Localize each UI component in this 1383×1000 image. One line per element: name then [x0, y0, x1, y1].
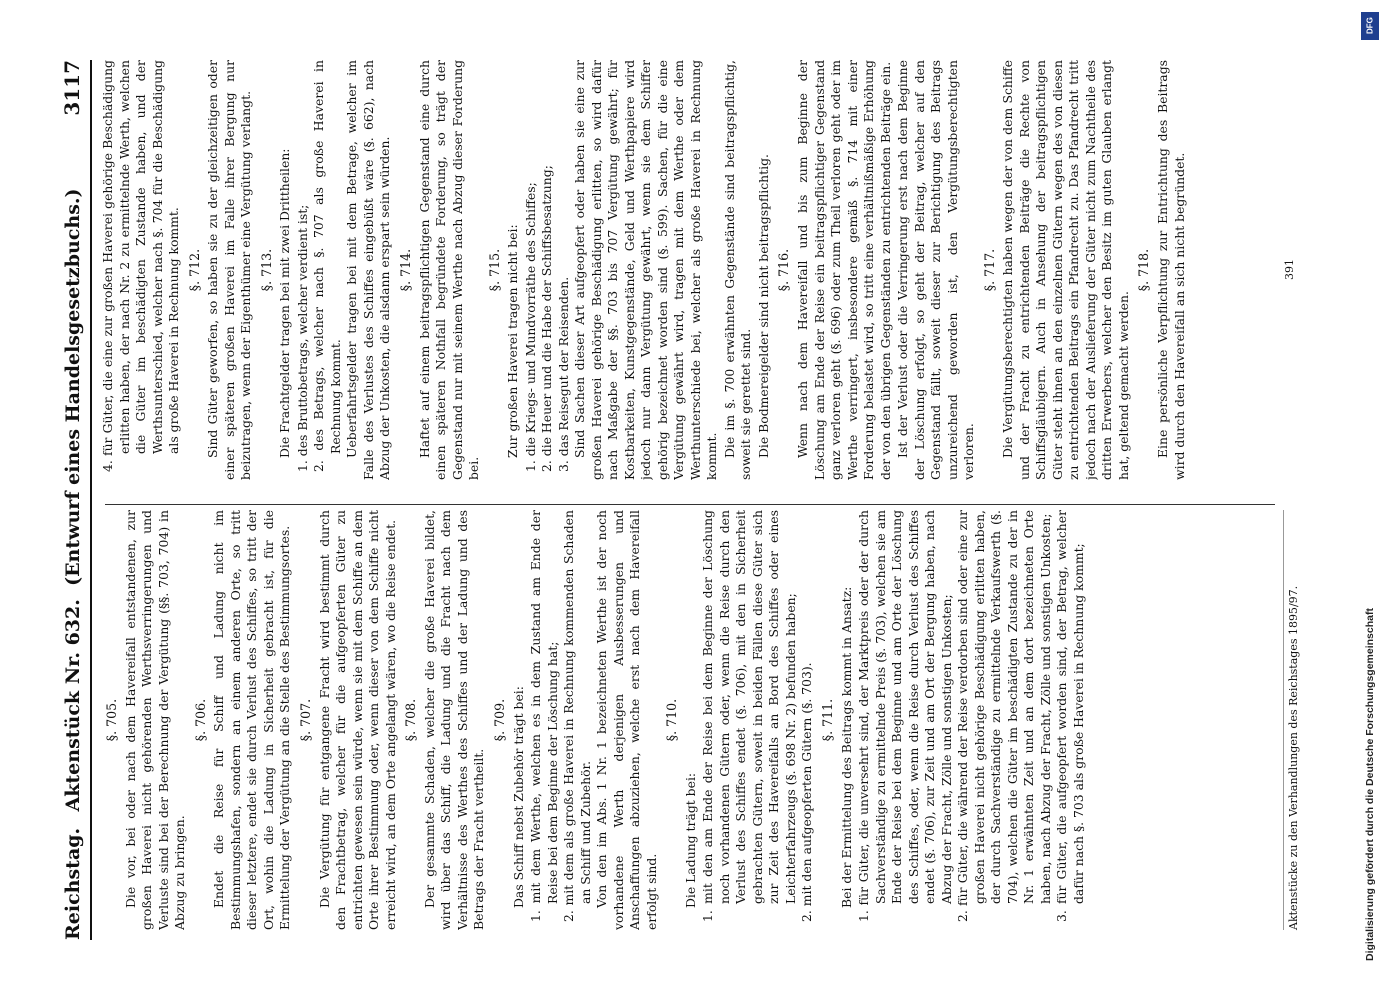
- paragraph: Eine persönliche Verpflichtung zur Entrichtung des Beitrags wird durch den Havereifall an sich nicht begründet.: [1155, 60, 1187, 480]
- paragraph: Die Vergütung für entgangene Fracht wird bestimmt durch den Frachtbetrag, welcher für die aufgeopferten Güter zu entrichten gewesen sein würde, wenn sie mit dem Schiffe an dem Orte ihrer Bestimmung oder, wenn dieser von dem Schiffe nicht erreicht wird, an dem Orte angelangt wären, wo die Reise endet.: [316, 510, 398, 930]
- section-heading: §. 706.: [192, 698, 208, 742]
- list-item: 1. für Güter, die unversehrt sind, der Marktpreis oder der durch Sachverständige zu ermittelnde Preis (§. 703), welchen sie am Ende der Reise bei dem Beginne und am Orte der Löschung des Schiffes, oder, wenn die Reise durch Verlust des Schiffes endet (§. 706), zur Zeit und am Ort der Bergung haben, nach Abzug der Fracht, Zölle und sonstigen Unkosten;: [856, 510, 954, 922]
- header-right-title: (Entwurf eines Handelsgesetzbuchs.): [62, 188, 84, 586]
- paragraph: Bei der Ermittelung des Beitrags kommt in Ansatz:: [838, 586, 854, 908]
- list-item: 2. mit dem als große Haverei in Rechnung kommenden Schaden an Schiff und Zubehör.: [561, 510, 593, 922]
- list-item: 1. mit den am Ende der Reise bei dem Beginne der Löschung noch vorhandenen Gütern oder, wenn die Reise durch den Verlust des Schiffes endet (§. 706), mit den in Sicherheit gebrachten Gütern, soweit in beiden Fällen diese Güter sich zur Zeit des Havereifalls an Bord des Schiffes oder eines Leichterfahrzeugs (§. 698 Nr. 2) befunden haben;: [700, 510, 798, 922]
- paragraph: Sind Güter geworfen, so haben sie zu der gleichzeitigen oder einer späteren großen Haverei im Falle ihrer Bergung nur beizutragen, wenn der Eigenthümer eine Vergütung verlangt.: [205, 60, 254, 480]
- section-heading: §. 717.: [981, 248, 997, 292]
- section-heading: §. 711.: [819, 698, 835, 742]
- section-heading: §. 710.: [664, 698, 680, 742]
- list-item: 2. für Güter, die während der Reise verdorben sind oder eine zur großen Haverei nicht gehörige Beschädigung erlitten haben, der durch Sachverständige zu ermittelnde Verkaufswerth (§. 704), welchen die Güter im beschädigten Zustande zu der in Nr. 1 erwähnten Zeit und an dem dort bezeichneten Orte haben, nach Abzug der Fracht, Zölle und sonstigen Unkosten;: [955, 510, 1053, 922]
- paragraph: Die Vergütungsberechtigten haben wegen der von dem Schiffe und der Fracht zu entrichtenden Beiträge die Rechte von Schiffsgläubigern. Auch in Ansehung der beitragspflichtigen Güter steht ihnen an den einzelnen Gütern wegen des von diesen zu entrichtenden Beitrags ein Pfandrecht zu. Das Pfandrecht tritt jedoch nach der Auslieferung der Güter nicht zum Nachtheile des dritten Erwerbers, welcher den Besitz im guten Glauben erlangt hat, geltend gemacht werden.: [1000, 60, 1131, 480]
- list-item: 3. für Güter, die aufgeopfert worden sind, der Betrag, welcher dafür nach §. 703 als große Haverei in Rechnung kommt;: [1054, 510, 1086, 922]
- list-item: 2. des Betrags, welcher nach §. 707 als große Haverei in Rechnung kommt.: [311, 60, 343, 472]
- list-item: 1. des Bruttobetrags, welcher verdient ist;: [294, 204, 310, 472]
- stamp-text: Digitalisierung gefördert durch die Deutsche Forschungsgemeinschaft: [1364, 608, 1376, 961]
- page-header: [50, 60, 92, 940]
- paragraph: Von den im Abs. 1 Nr. 1 bezeichneten Werthe ist der noch vorhandene Werth derjenigen Ausbesserungen und Anschaffungen abzuziehen, welche erst nach dem Havereifall erfolgt sind.: [594, 510, 659, 930]
- section-heading: §. 718.: [1136, 248, 1152, 292]
- header-title: [62, 60, 84, 940]
- paragraph: Die Ladung trägt bei:: [682, 772, 698, 908]
- page-number: 3117: [60, 60, 84, 116]
- left-column: [100, 510, 1280, 930]
- list-item: 2. die Heuer und die Habe der Schiffsbesatzung;: [539, 165, 555, 472]
- paragraph: Die im §. 700 erwähnten Gegenstände sind beitragspflichtig, soweit sie gerettet sind.: [721, 60, 754, 480]
- paragraph: Zur großen Haverei tragen nicht bei:: [505, 224, 521, 458]
- paragraph: Der gesammte Schaden, welcher die große Haverei bildet, wird über das Schiff, die Ladung und die Fracht nach dem Verhältnisse des Werthes des Schiffes und der Ladung und des Betrags der Fracht vertheilt.: [421, 510, 487, 930]
- list-item: 2. mit den aufgeopferten Gütern (§. 703).: [799, 662, 815, 922]
- paragraph: Die Frachtgelder tragen bei mit zwei Drittheilen:: [277, 148, 293, 458]
- list-item: 4. für Güter, die eine zur großen Haverei gehörige Beschädigung erlitten haben, der nach Nr. 2 zu ermittelnde Werth, welchen die Güter im beschädigten Zustande haben, und der Werthsunterschied, welcher nach §. 704 für die Beschädigung als große Haverei in Rechnung kommt.: [100, 60, 181, 472]
- section-heading: §. 708.: [403, 698, 419, 742]
- paragraph: Ueberfahrtsgelder tragen bei mit dem Betrage, welcher im Falle des Verlustes des Schiffes eingebüßt wäre (§. 662), nach Abzug der Unkosten, die alsdann erspart sein würden.: [344, 60, 393, 480]
- header-middle: Aktenstück Nr. 632.: [62, 599, 84, 812]
- list-item: 3. das Reisegut der Reisenden.: [555, 276, 571, 472]
- header-left: Reichstag.: [62, 827, 84, 940]
- paragraph: Endet die Reise für Schiff und Ladung nicht im Bestimmungshafen, sondern an einem anderen Orte, so tritt dieser letztere, endet sie durch Verlust des Schiffes, so tritt der Ort, wohin die Ladung in Sicherheit gebracht ist, für die Ermittelung der Vergütung an die Stelle des Bestimmungsortes.: [211, 510, 293, 930]
- section-heading: §. 707.: [297, 698, 313, 742]
- right-column: [100, 60, 1280, 480]
- page-footer: Aktenstücke zu den Verhandlungen des Reichstages 1895/97.: [1283, 510, 1300, 930]
- paragraph: Ist der Verlust oder die Verringerung erst nach dem Beginne der Löschung erfolgt, so geht der Beitrag, welcher auf den Gegenstand fällt, soweit dieser zur Berichtigung des Beitrags unzureichend geworden ist, den Vergütungsberechtigten verloren.: [895, 60, 977, 480]
- dfg-logo: DFG: [1361, 12, 1379, 40]
- paragraph: Wenn nach dem Havereifall und bis zum Beginne der Löschung am Ende der Reise ein beitragspflichtiger Gegenstand ganz verloren geht (§. 696) oder zum Theil verloren geht oder im Werthe verringert, insbesondere gemäß §. 714 mit einer Forderung belastet wird, so tritt eine verhältnißmäßige Erhöhung der von den übrigen Gegenständen zu entrichtenden Beiträge ein.: [795, 60, 893, 480]
- footer-page-number: 391: [1283, 259, 1296, 280]
- digitization-stamp: [1358, 6, 1382, 996]
- paragraph: Das Schiff nebst Zubehör trägt bei:: [510, 686, 526, 908]
- paragraph: Haftet auf einem beitragspflichtigen Gegenstand eine durch einen späteren Nothfall begründete Forderung, so trägt der Gegenstand nur mit seinem Werthe nach Abzug dieser Forderung bei.: [416, 60, 482, 480]
- section-heading: §. 712.: [186, 248, 202, 292]
- paragraph: Sind Sachen dieser Art aufgeopfert oder haben sie eine zur großen Haverei gehörige Beschädigung erlitten, so wird dafür nach Maßgabe der §§. 703 bis 707 Vergütung gewährt; für Kostbarkeiten, Kunstgegenstände, Geld und Werthpapiere wird jedoch nur dann Vergütung gewährt, wenn sie dem Schiffer gehörig bezeichnet worden sind (§. 599). Sachen, für die eine Vergütung gewährt wird, tragen mit dem Werthe oder dem Werthunterschiede bei, welcher als große Haverei in Rechnung kommt.: [572, 60, 720, 480]
- section-heading: §. 709.: [491, 698, 507, 742]
- paragraph: Die vor, bei oder nach dem Havereifall entstandenen, zur großen Haverei nicht gehörenden Werthsverringerungen und Verluste sind bei der Berechnung der Vergütung (§§. 703, 704) in Abzug zu bringen.: [122, 510, 188, 930]
- list-item: 1. die Kriegs- und Mundvorräthe des Schiffes;: [522, 182, 538, 472]
- column-divider: [105, 504, 1275, 505]
- section-heading: §. 713.: [258, 248, 274, 292]
- paragraph: Die Bodmereigelder sind nicht beitragspflichtig.: [755, 154, 771, 458]
- section-heading: §. 705.: [104, 698, 119, 742]
- section-heading: §. 714.: [397, 248, 413, 292]
- list-item: 1. mit dem Werthe, welchen es in dem Zustand am Ende der Reise bei dem Beginne der Löschung hat;: [528, 510, 560, 922]
- section-heading: §. 716.: [776, 248, 792, 292]
- section-heading: §. 715.: [486, 248, 502, 292]
